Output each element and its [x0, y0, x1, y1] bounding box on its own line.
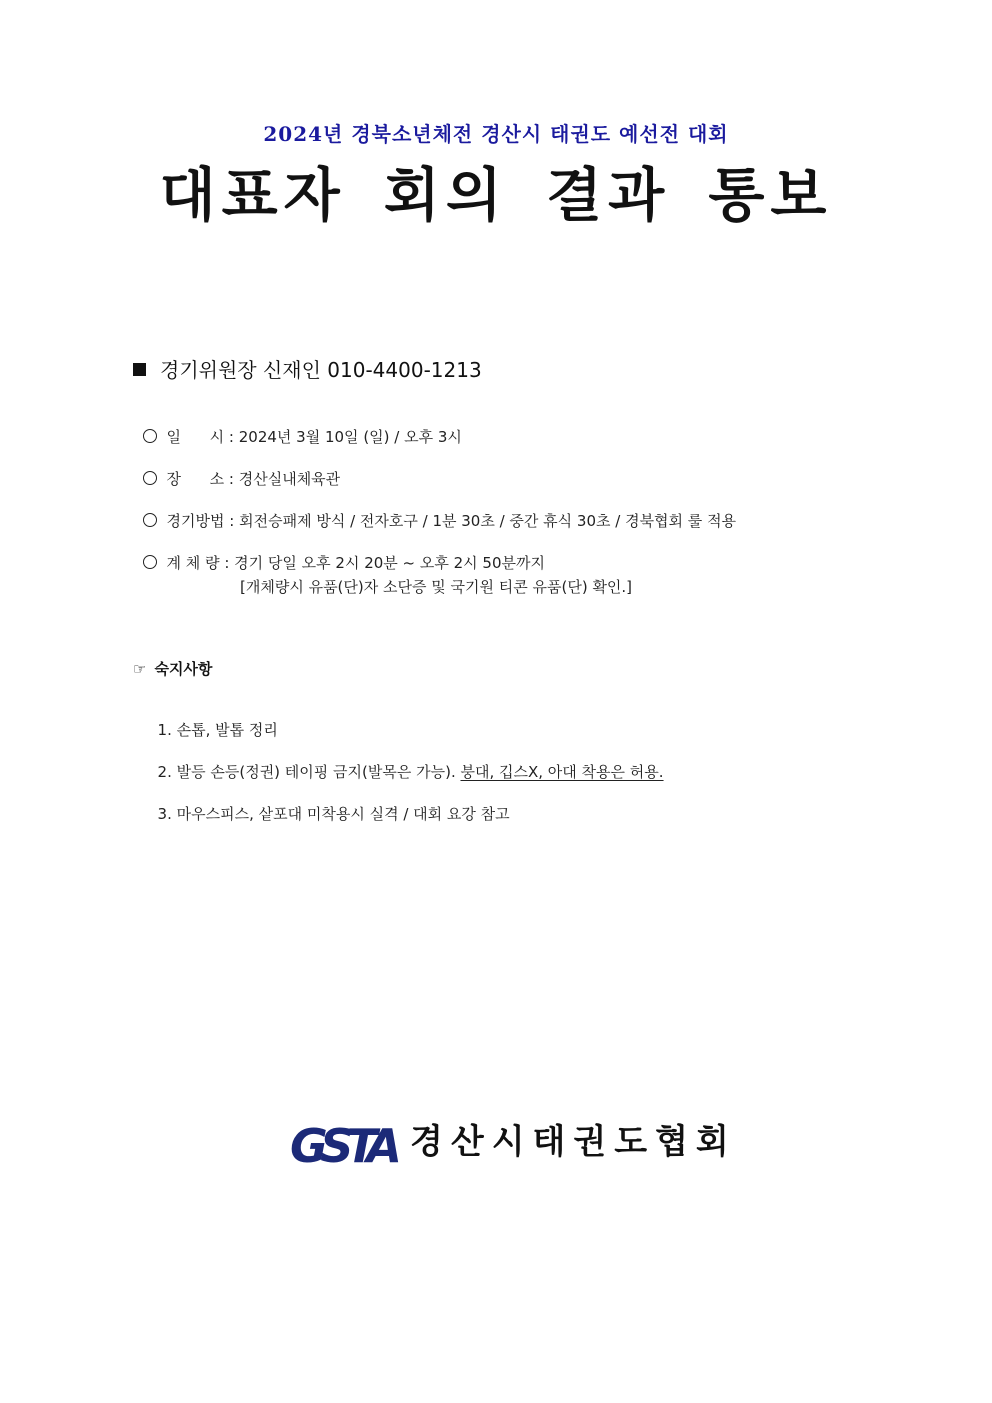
info-value: 2024년 3월 10일 (일) / 오후 3시: [238, 428, 462, 446]
notice-item-text: 2. 발등 손등(정권) 테이핑 금지(발목은 가능).: [157, 763, 461, 781]
notice-item-text: 3. 마우스피스, 샅포대 미착용시 실격 / 대회 요강 참고: [157, 805, 510, 823]
info-separator: :: [224, 512, 240, 530]
document-subtitle: 2024년 경북소년체전 경산시 태권도 예선전 대회: [263, 122, 729, 146]
info-value: 경산실내체육관: [238, 470, 341, 488]
notice-title: 숙지사항: [154, 660, 213, 678]
document-title: 대표자 회의 결과 통보: [159, 161, 833, 229]
circle-bullet-icon: [143, 429, 157, 443]
info-label: 장 소: [166, 470, 225, 488]
weigh-in-note: [개체량시 유품(단)자 소단증 및 국기원 티콘 유품(단) 확인.]: [240, 578, 633, 596]
info-label: 일 시: [166, 428, 225, 446]
circle-bullet-icon: [143, 555, 157, 569]
info-row-date: [133, 408, 462, 447]
info-separator: :: [224, 470, 239, 488]
association-name: 경산시태권도협회: [410, 1122, 737, 1162]
info-row-venue: [133, 450, 340, 489]
notice-item: [148, 743, 664, 782]
circle-bullet-icon: [143, 471, 157, 485]
notice-item-text: 1. 손톱, 발톱 정리: [157, 721, 278, 739]
square-bullet-icon: [133, 363, 146, 376]
chair-contact-text: 경기위원장 신재인 010-4400-1213: [160, 358, 482, 382]
info-row-weigh-in: [133, 534, 545, 573]
info-separator: :: [219, 554, 235, 572]
gsta-mark-icon: [290, 1104, 410, 1174]
chair-contact: [133, 354, 482, 383]
circle-bullet-icon: [143, 513, 157, 527]
association-logo: [290, 1104, 770, 1174]
info-separator: :: [224, 428, 239, 446]
info-value: 회전승패제 방식 / 전자호구 / 1분 30초 / 중간 휴식 30초 / 경북협회 룰 적용: [239, 512, 737, 530]
info-label: 경기방법: [166, 512, 225, 530]
notice-item: [148, 701, 278, 740]
notice-heading: [133, 658, 212, 679]
notice-item-underlined: 붕대, 깁스X, 아대 착용은 허용.: [460, 763, 664, 781]
gsta-mark-text: GSTA: [290, 1119, 402, 1173]
info-value: 경기 당일 오후 2시 20분 ~ 오후 2시 50분까지: [234, 554, 545, 572]
pointing-hand-icon: ☞: [133, 660, 147, 678]
notice-item: [148, 785, 510, 824]
info-row-method: [133, 492, 736, 531]
info-label: 계 체 량: [166, 554, 220, 572]
